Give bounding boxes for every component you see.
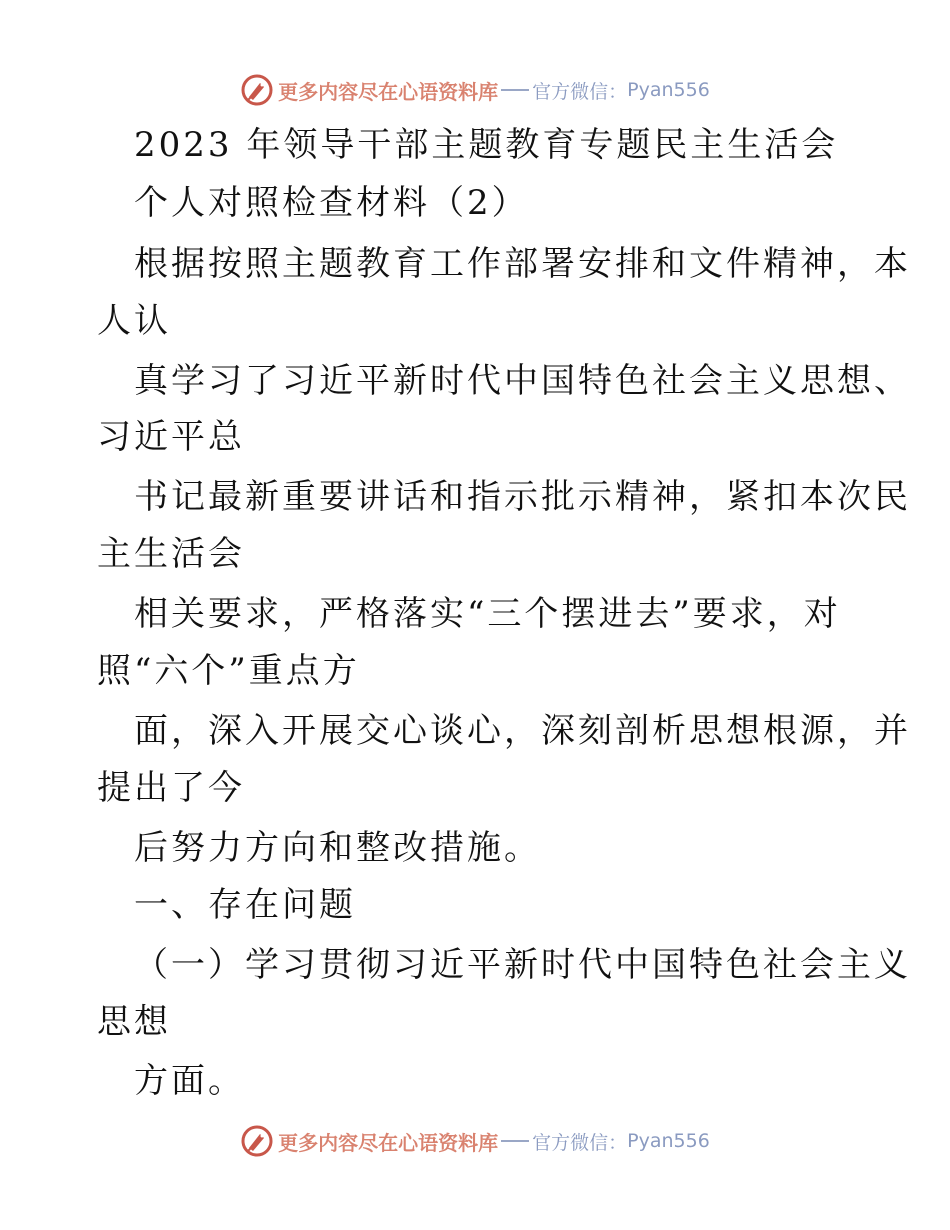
paragraph-line: 根据按照主题教育工作部署安排和文件精神，本 — [134, 244, 911, 284]
doc-title-line-2: 个人对照检查材料（2） — [134, 183, 529, 223]
pen-nib-circle-icon — [240, 1124, 274, 1158]
paragraph-line: 面，深入开展交心谈心，深刻剖析思想根源，并 — [134, 711, 911, 751]
site-name: 更多内容尽在心语资料库 — [278, 1130, 499, 1155]
footer-banner — [0, 1121, 950, 1161]
paragraph-line: 照“六个”重点方 — [97, 651, 360, 691]
paragraph-line: 书记最新重要讲话和指示批示精神，紧扣本次民 — [134, 477, 911, 517]
subsection-heading: （一）学习贯彻习近平新时代中国特色社会主义 — [134, 945, 911, 985]
paragraph-line: 主生活会 — [97, 534, 245, 574]
paragraph-line: 相关要求，严格落实“三个摆进去”要求，对 — [134, 594, 841, 634]
wechat-label: 官方微信： — [532, 80, 628, 103]
paragraph-line: 提出了今 — [97, 768, 245, 808]
site-name: 更多内容尽在心语资料库 — [278, 79, 499, 104]
separator-dash — [501, 1140, 529, 1142]
section-heading: 一、存在问题 — [134, 885, 356, 925]
wechat-id: Pyan556 — [627, 1130, 710, 1152]
doc-title-line-1: 2023 年领导干部主题教育专题民主生活会 — [134, 125, 839, 165]
paragraph-line: 后努力方向和整改措施。 — [134, 828, 541, 868]
paragraph-line: 方面。 — [134, 1061, 245, 1101]
separator-dash — [501, 89, 529, 91]
wechat-id: Pyan556 — [627, 79, 710, 101]
paragraph-line: 人认 — [97, 301, 171, 341]
wechat-label: 官方微信： — [532, 1131, 628, 1154]
paragraph-line: 习近平总 — [97, 417, 245, 457]
pen-nib-circle-icon — [240, 73, 274, 107]
header-banner — [0, 70, 950, 110]
subsection-heading-cont: 思想 — [97, 1002, 171, 1042]
paragraph-line: 真学习了习近平新时代中国特色社会主义思想、 — [134, 361, 911, 401]
